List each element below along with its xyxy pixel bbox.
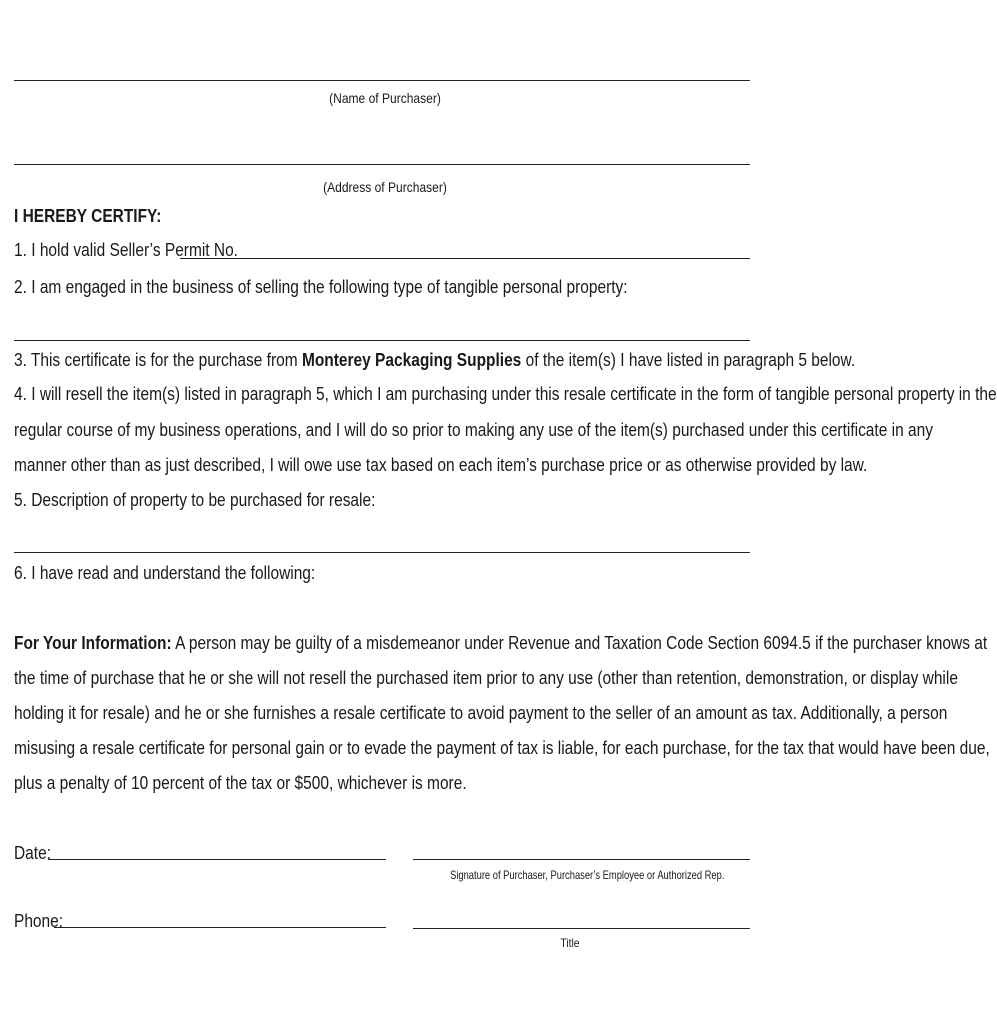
- phone-label: Phone:: [14, 911, 64, 931]
- item-3-company: Monterey Packaging Supplies: [301, 350, 522, 370]
- item-3-prefix: 3. This certificate is for the purchase from: [14, 350, 302, 370]
- info-line-2: the time of purchase that he or she will not resell the purchased item prior to any use (other than retention, demonstration, or display while: [14, 668, 958, 688]
- property-description-line[interactable]: [14, 552, 750, 553]
- phone-field[interactable]: [54, 927, 386, 928]
- purchaser-name-line[interactable]: [14, 80, 750, 81]
- signature-caption: Signature of Purchaser, Purchaser’s Employee or Authorized Rep.: [450, 868, 725, 882]
- item-1-text: 1. I hold valid Seller’s Permit No.: [14, 240, 238, 260]
- item-4-line-3: manner other than as just described, I will owe use tax based on each item’s purchase price or as otherwise provided by law.: [14, 455, 868, 475]
- item-5-text: 5. Description of property to be purchased for resale:: [14, 490, 376, 510]
- title-caption: Title: [560, 936, 580, 950]
- info-line-1-text: A person may be guilty of a misdemeanor under Revenue and Taxation Code Section 6094.5 if the purchaser knows at: [171, 633, 988, 653]
- date-label: Date:: [14, 843, 52, 863]
- date-field[interactable]: [48, 859, 386, 860]
- info-line-5: plus a penalty of 10 percent of the tax or $500, whichever is more.: [14, 773, 467, 793]
- item-3-suffix: of the item(s) I have listed in paragraph 5 below.: [521, 350, 856, 370]
- property-type-line[interactable]: [14, 340, 750, 341]
- info-line-1: [14, 633, 987, 654]
- item-3-text: [14, 350, 855, 371]
- purchaser-address-line[interactable]: [14, 164, 750, 165]
- info-label: For Your Information:: [14, 633, 172, 653]
- item-4-line-2: regular course of my business operations, and I will do so prior to making any use of the item(s) purchased under this certificate in any: [14, 420, 933, 440]
- sellers-permit-field[interactable]: [180, 258, 750, 259]
- signature-line[interactable]: [413, 859, 750, 860]
- title-line[interactable]: [413, 928, 750, 929]
- info-line-3: holding it for resale) and he or she furnishes a resale certificate to avoid payment to the seller of an amount as tax. Additionally, a person: [14, 703, 948, 723]
- item-4-line-1: 4. I will resell the item(s) listed in paragraph 5, which I am purchasing under this resale certificate in the form of tangible personal property in the: [14, 384, 997, 404]
- item-6-text: 6. I have read and understand the following:: [14, 563, 316, 583]
- info-line-4: misusing a resale certificate for personal gain or to evade the payment of tax is liable, for each purchase, for the tax that would have been due,: [14, 738, 990, 758]
- purchaser-name-caption: (Name of Purchaser): [329, 90, 441, 106]
- purchaser-address-caption: (Address of Purchaser): [323, 179, 447, 195]
- item-2-text: 2. I am engaged in the business of selling the following type of tangible personal property:: [14, 277, 628, 297]
- certify-heading: I HEREBY CERTIFY:: [14, 206, 162, 226]
